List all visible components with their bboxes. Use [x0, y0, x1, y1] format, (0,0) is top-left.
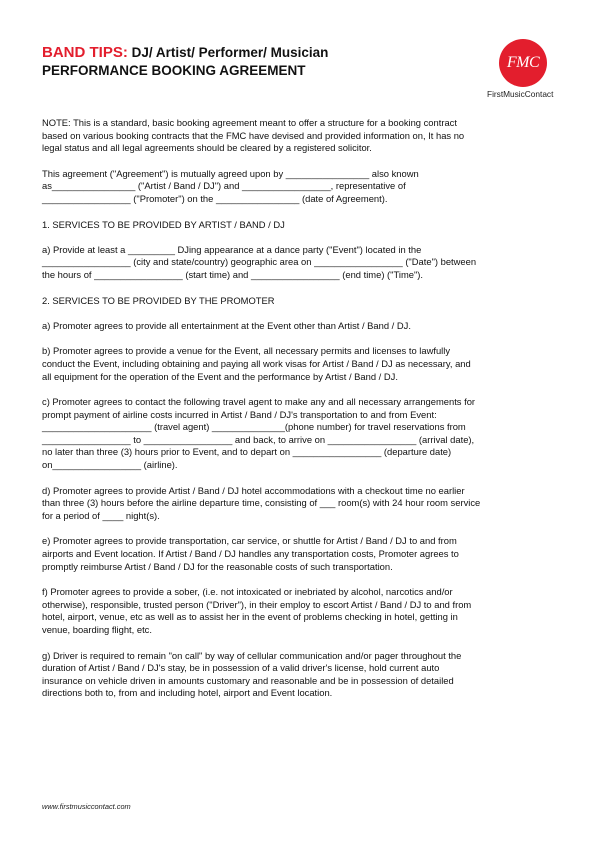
clause-2c: c) Promoter agrees to contact the following travel agent to make any and all necessary arrangements for prompt payment of airline costs incurred in Artist / Band / DJ's transportation to and from Event: _____________________ (travel agent) ______________(phone number) for travel reservations from _________________ to _________________ and back, to arrive on _________________ (arrival date), no later than three (3) hours prior to Event, and to depart on _________________ (departure date) on_________________ (airline).: [42, 396, 476, 471]
document-title: [42, 44, 482, 61]
clause-2d: d) Promoter agrees to provide Artist / Band / DJ hotel accommodations with a checkout time no earlier than three (3) hours before the airline departure time, consisting of ___ room(s) with 24 hour room service for a period of ____ night(s).: [42, 484, 481, 521]
clause-2f: f) Promoter agrees to provide a sober, (i.e. not intoxicated or inebriated by alcohol, narcotics and/or otherwise), responsible, trusted person ("Driver"), in their employ to escort Artist / Band / DJ to and from hotel, airport, venue, etc as well as to assist her in the event of problems checking in hotel, getting in venue, boarding flight, etc.: [42, 586, 472, 635]
document-subtitle: PERFORMANCE BOOKING AGREEMENT: [42, 63, 306, 78]
fmc-logo: [487, 39, 565, 101]
agreement-body: [42, 117, 564, 713]
title-accent: BAND TIPS:: [42, 44, 128, 61]
clause-2a: a) Promoter agrees to provide all entertainment at the Event other than Artist / Band / DJ.: [42, 319, 411, 331]
clause-2b: b) Promoter agrees to provide a venue for the Event, all necessary permits and licenses to lawfully conduct the Event, including obtaining and paying all work visas for Artist / Band / DJ as necessary, and all equipment for the operation of the Event and the performance by Artist / Band / DJ.: [42, 345, 471, 382]
clause-1a: a) Provide at least a _________ DJing appearance at a dance party ("Event") located in the _________________ (city and state/country) geographic area on _________________ ("Date") between the hours of _________________ (start time) and _________________ (end time) ("Time").: [42, 243, 477, 280]
footer-url: www.firstmusiccontact.com: [42, 802, 131, 811]
clause-2g: g) Driver is required to remain "on call" by way of cellular communication and/or pager throughout the duration of Artist / Band / DJ's stay, be in possession of a valid driver's license, hold current auto insurance on vehicle driven in amounts customary and reasonable and be in possession of detailed directions both to, from and including hotel, airport and Event location.: [42, 649, 462, 699]
document-header: [42, 44, 482, 80]
section-heading-artist-services: 1. SERVICES TO BE PROVIDED BY ARTIST / BAND / DJ: [42, 218, 285, 230]
clause-2e: e) Promoter agrees to provide transportation, car service, or shuttle for Artist / Band / DJ to and from airports and Event location. If Artist / Band / DJ handles any transportation costs, Promoter agrees to promptly reimburse Artist / Band / DJ for the reasonable costs of such transportation.: [42, 535, 459, 572]
logo-name: FirstMusicContact: [487, 89, 554, 99]
parties-paragraph: This agreement ("Agreement") is mutually agreed upon by ________________ also known as________________ ("Artist / Band / DJ") and _________________, representative of _________________ ("Promoter") on the ________________ (date of Agreement).: [42, 167, 419, 204]
note-paragraph: NOTE: This is a standard, basic booking agreement meant to offer a structure for a booking contract based on various booking contracts that the FMC have devised and provided information on, It has no legal status and all legal agreements should be cleared by a registered solicitor.: [42, 117, 465, 154]
logo-mark: FMC: [499, 39, 547, 87]
section-heading-promoter-services: 2. SERVICES TO BE PROVIDED BY THE PROMOTER: [42, 294, 275, 306]
title-rest: DJ/ Artist/ Performer/ Musician: [127, 45, 329, 60]
